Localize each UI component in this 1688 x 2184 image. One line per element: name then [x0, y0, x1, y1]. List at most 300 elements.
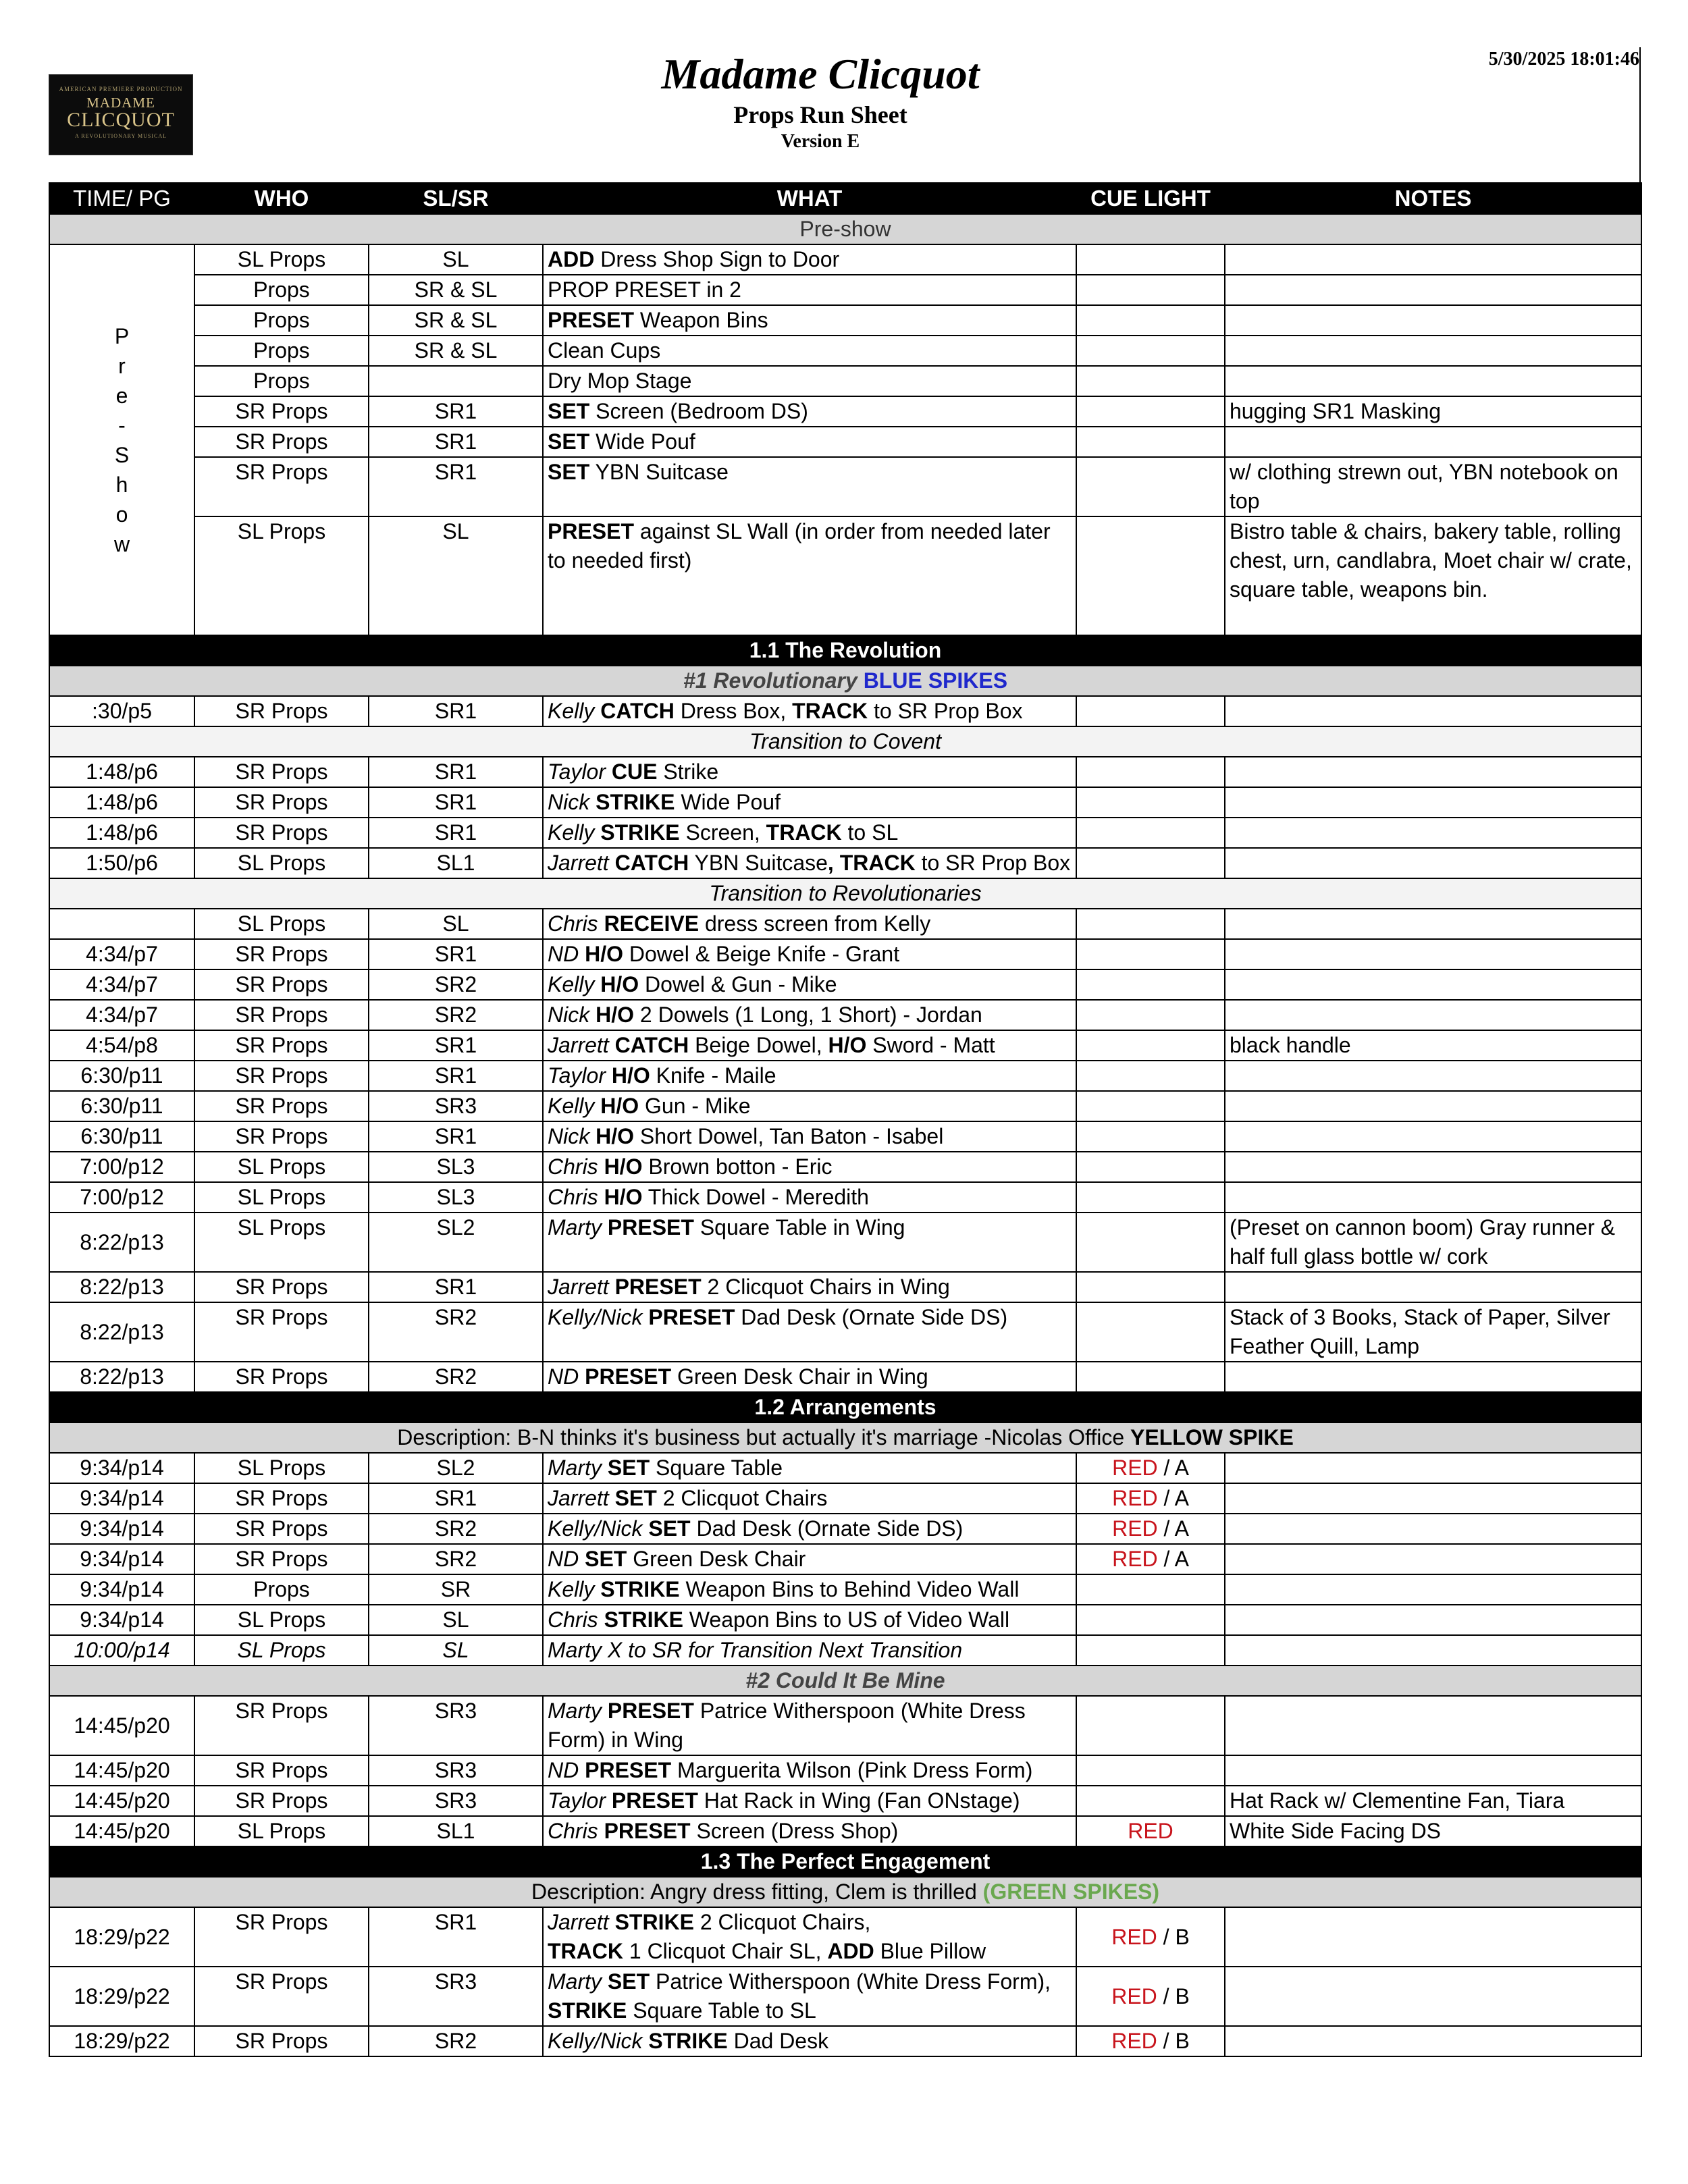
- what-text: Dress Shop Sign to Door: [594, 247, 840, 271]
- cue-light-cell: [1076, 457, 1225, 516]
- cue-light-cell: [1076, 1000, 1225, 1030]
- action-keyword: PRESET: [614, 1275, 702, 1299]
- side-cell: SR1: [369, 457, 543, 516]
- notes-cell: black handle: [1225, 1030, 1641, 1061]
- transition-title: [49, 878, 1641, 909]
- action-keyword: SET: [614, 1486, 657, 1510]
- what-cell: [543, 1272, 1076, 1302]
- scene-title: [49, 1392, 1641, 1422]
- what-text: 2 Clicquot Chairs: [656, 1486, 828, 1510]
- what-text: Wide Pouf: [675, 790, 781, 814]
- section-band: [49, 1877, 1641, 1907]
- what-text: 2 Clicquot Chairs,: [693, 1910, 871, 1934]
- notes-cell: [1225, 848, 1641, 878]
- cue-light-cell: [1076, 305, 1225, 336]
- who-cell: SR Props: [194, 1514, 369, 1544]
- who-cell: SL Props: [194, 1213, 369, 1272]
- notes-cell: [1225, 696, 1641, 726]
- table-row: [49, 696, 1641, 726]
- cue-light-red: RED: [1112, 1516, 1158, 1541]
- notes-cell: w/ clothing strewn out, YBN notebook on top: [1225, 457, 1641, 516]
- time-cell: 8:22/p13: [49, 1302, 194, 1362]
- crew-name: Nick: [548, 790, 590, 814]
- what-cell: [543, 1544, 1076, 1574]
- side-cell: SR2: [369, 1000, 543, 1030]
- who-cell: SL Props: [194, 1453, 369, 1483]
- side-cell: SR1: [369, 1483, 543, 1514]
- table-row: [49, 1483, 1641, 1514]
- table-row: [49, 969, 1641, 1000]
- side-cell: SR1: [369, 787, 543, 818]
- cue-light-red: RED: [1112, 1456, 1158, 1480]
- time-cell: 18:29/p22: [49, 1967, 194, 2026]
- logo-madame: MADAME: [86, 95, 155, 111]
- what-cell: [543, 696, 1076, 726]
- side-cell: [369, 366, 543, 396]
- transition-text: Transition to Covent: [749, 729, 941, 753]
- what-text: Brown botton - Eric: [642, 1154, 833, 1179]
- action-keyword: SET: [548, 429, 590, 454]
- what-cell: [543, 1696, 1076, 1755]
- who-cell: SR Props: [194, 1302, 369, 1362]
- col-header-who: WHO: [194, 183, 369, 214]
- action-keyword: STRIKE: [600, 1577, 680, 1601]
- what-text: Screen,: [679, 820, 766, 845]
- who-cell: SR Props: [194, 1061, 369, 1091]
- what-text: 1 Clicquot Chair SL,: [623, 1939, 828, 1963]
- who-cell: SR Props: [194, 1967, 369, 2026]
- cue-light-cell: [1076, 939, 1225, 969]
- action-keyword: H/O: [596, 1003, 634, 1027]
- cue-light-red: RED: [1111, 1924, 1157, 1949]
- what-cell: [543, 1786, 1076, 1816]
- side-cell: SL3: [369, 1182, 543, 1213]
- scene-title-text: 1.1 The Revolution: [749, 638, 942, 662]
- time-cell: 4:54/p8: [49, 1030, 194, 1061]
- transition-title: [49, 726, 1641, 757]
- notes-cell: hugging SR1 Masking: [1225, 396, 1641, 427]
- section-band: [49, 1422, 1641, 1453]
- side-cell: SR: [369, 1574, 543, 1605]
- cue-light-cell: [1076, 1272, 1225, 1302]
- who-cell: Props: [194, 366, 369, 396]
- time-cell: 14:45/p20: [49, 1755, 194, 1786]
- what-text: Clean Cups: [548, 338, 661, 363]
- who-cell: SL Props: [194, 1816, 369, 1846]
- who-cell: SR Props: [194, 1907, 369, 1967]
- time-cell: 9:34/p14: [49, 1605, 194, 1635]
- what-cell: [543, 1362, 1076, 1392]
- action-keyword: STRIKE: [648, 2029, 728, 2053]
- action-keyword: H/O: [600, 972, 639, 996]
- what-text: dress screen from Kelly: [699, 911, 931, 936]
- cue-light-cell: [1076, 366, 1225, 396]
- table-row: [49, 757, 1641, 787]
- side-cell: SL: [369, 909, 543, 939]
- what-text: Knife - Maile: [650, 1063, 776, 1088]
- what-cell: [543, 1635, 1076, 1666]
- cue-light-cell: [1076, 1453, 1225, 1483]
- preshow-letter: w: [113, 531, 130, 556]
- what-cell: [543, 1967, 1076, 2026]
- what-text: Square Table: [650, 1456, 783, 1480]
- cue-light-cell: [1076, 1302, 1225, 1362]
- notes-cell: [1225, 1453, 1641, 1483]
- notes-cell: [1225, 1514, 1641, 1544]
- crew-name: Nick: [548, 1124, 590, 1148]
- section-band: [49, 726, 1641, 757]
- action-keyword: H/O: [604, 1185, 643, 1209]
- cue-light-red: RED: [1112, 1486, 1158, 1510]
- time-cell: 4:34/p7: [49, 1000, 194, 1030]
- side-cell: SL: [369, 244, 543, 275]
- song-name: #2 Could It Be Mine: [745, 1668, 945, 1693]
- section-band: [49, 878, 1641, 909]
- what-cell: [543, 1907, 1076, 1967]
- crew-name: Chris: [548, 1607, 598, 1632]
- what-text: Sword - Matt: [866, 1033, 995, 1057]
- crew-name: Chris: [548, 1154, 598, 1179]
- notes-cell: [1225, 1121, 1641, 1152]
- table-row: [49, 1213, 1641, 1272]
- what-text: Marguerita Wilson (Pink Dress Form): [671, 1758, 1033, 1782]
- cue-light-cell: [1076, 1786, 1225, 1816]
- document-version: Version E: [781, 131, 860, 152]
- side-cell: SR2: [369, 1362, 543, 1392]
- time-cell: [49, 909, 194, 939]
- cue-light-cell: [1076, 1544, 1225, 1574]
- crew-name: Jarrett: [548, 1486, 609, 1510]
- what-cell: [543, 1152, 1076, 1182]
- action-keyword: H/O: [585, 942, 623, 966]
- crew-name: Kelly: [548, 1094, 595, 1118]
- col-header-side: SL/SR: [369, 183, 543, 214]
- notes-cell: Hat Rack w/ Clementine Fan, Tiara: [1225, 1786, 1641, 1816]
- notes-cell: [1225, 305, 1641, 336]
- what-text: Dad Desk (Ornate Side DS): [735, 1305, 1008, 1329]
- table-row: [49, 909, 1641, 939]
- action-keyword: SET: [607, 1969, 650, 1994]
- side-cell: SL3: [369, 1152, 543, 1182]
- cue-light-cell: [1076, 848, 1225, 878]
- what-cell: [543, 969, 1076, 1000]
- cue-light-cell: [1076, 1816, 1225, 1846]
- table-row: [49, 1152, 1641, 1182]
- crew-name: Marty: [548, 1969, 602, 1994]
- table-row: [49, 366, 1641, 396]
- crew-name: Kelly: [548, 972, 595, 996]
- notes-cell: [1225, 787, 1641, 818]
- table-row: [49, 1755, 1641, 1786]
- who-cell: SR Props: [194, 696, 369, 726]
- what-cell: [543, 1574, 1076, 1605]
- what-cell: [543, 1605, 1076, 1635]
- side-cell: SR1: [369, 1121, 543, 1152]
- notes-cell: [1225, 1152, 1641, 1182]
- crew-name: Jarrett: [548, 1275, 609, 1299]
- notes-cell: [1225, 1091, 1641, 1121]
- cue-light-red: RED: [1111, 2029, 1157, 2053]
- table-row: [49, 1272, 1641, 1302]
- table-row: [49, 1696, 1641, 1755]
- what-cell: [543, 366, 1076, 396]
- what-cell: [543, 2026, 1076, 2056]
- what-text: against SL Wall (in order from needed later to needed first): [548, 519, 1051, 572]
- who-cell: SR Props: [194, 969, 369, 1000]
- who-cell: SR Props: [194, 457, 369, 516]
- what-text: Square Table to SL: [627, 1998, 816, 2023]
- logo-tagline: AMERICAN PREMIERE PRODUCTION: [59, 86, 183, 92]
- what-text: Dry Mop Stage: [548, 369, 692, 393]
- who-cell: SL Props: [194, 1635, 369, 1666]
- cue-light-cell: [1076, 1362, 1225, 1392]
- spike-color: (GREEN SPIKES): [982, 1880, 1160, 1904]
- time-cell: 14:45/p20: [49, 1816, 194, 1846]
- preshow-letter: h: [115, 472, 128, 497]
- cue-light-cell: [1076, 1574, 1225, 1605]
- side-cell: SL1: [369, 1816, 543, 1846]
- table-row: [49, 1121, 1641, 1152]
- cue-light-cell: [1076, 516, 1225, 635]
- what-cell: [543, 1091, 1076, 1121]
- what-cell: [543, 1000, 1076, 1030]
- what-cell: [543, 757, 1076, 787]
- side-cell: SR1: [369, 696, 543, 726]
- what-text: Patrice Witherspoon (White Dress Form) in Wing: [548, 1699, 1026, 1752]
- logo-subtitle: A REVOLUTIONARY MUSICAL: [74, 133, 167, 139]
- what-cell: [543, 1302, 1076, 1362]
- who-cell: SL Props: [194, 909, 369, 939]
- side-cell: SL1: [369, 848, 543, 878]
- crew-name: Kelly/Nick: [548, 1516, 643, 1541]
- what-cell: [543, 396, 1076, 427]
- description-text: Description: B-N thinks it's business but actually it's marriage -Nicolas Office: [397, 1425, 1130, 1449]
- what-cell: [543, 1182, 1076, 1213]
- crew-name: Marty: [548, 1456, 602, 1480]
- table-row: [49, 1907, 1641, 1967]
- what-text: YBN Suitcase: [589, 460, 729, 484]
- preshow-letter: -: [118, 412, 126, 437]
- side-cell: SR2: [369, 969, 543, 1000]
- who-cell: Props: [194, 336, 369, 366]
- notes-cell: [1225, 1967, 1641, 2026]
- cue-light-cell: [1076, 396, 1225, 427]
- action-keyword: PRESET: [648, 1305, 735, 1329]
- notes-cell: Stack of 3 Books, Stack of Paper, Silver Feather Quill, Lamp: [1225, 1302, 1641, 1362]
- scene-description: [49, 1877, 1641, 1907]
- table-row: [49, 1967, 1641, 2026]
- what-text: Short Dowel, Tan Baton - Isabel: [634, 1124, 944, 1148]
- cue-light-cell: [1076, 1121, 1225, 1152]
- time-cell: 9:34/p14: [49, 1544, 194, 1574]
- crew-name: Kelly: [548, 1577, 595, 1601]
- who-cell: SR Props: [194, 1696, 369, 1755]
- cue-light-cell: [1076, 244, 1225, 275]
- table-header-row: [49, 183, 1641, 214]
- action-keyword: PRESET: [585, 1758, 672, 1782]
- who-cell: SR Props: [194, 1755, 369, 1786]
- what-cell: [543, 909, 1076, 939]
- crew-name: Taylor: [548, 760, 606, 784]
- what-text: to SL: [841, 820, 899, 845]
- table-row: [49, 1061, 1641, 1091]
- notes-cell: [1225, 1907, 1641, 1967]
- song-title: [49, 666, 1641, 696]
- table-row: [49, 1786, 1641, 1816]
- cue-light-cell: [1076, 1030, 1225, 1061]
- cue-light-cell: [1076, 2026, 1225, 2056]
- notes-cell: [1225, 366, 1641, 396]
- scene-title: [49, 635, 1641, 666]
- cue-light-cell: [1076, 1755, 1225, 1786]
- cue-light-cell: [1076, 1514, 1225, 1544]
- side-cell: SR1: [369, 1061, 543, 1091]
- what-text: Dad Desk: [727, 2029, 829, 2053]
- action-keyword: PRESET: [585, 1364, 672, 1389]
- what-text: Patrice Witherspoon (White Dress Form),: [650, 1969, 1051, 1994]
- what-text: Weapon Bins: [634, 308, 768, 332]
- action-keyword: CATCH: [600, 699, 675, 723]
- who-cell: Props: [194, 275, 369, 305]
- who-cell: Props: [194, 1574, 369, 1605]
- cue-light-cell: [1076, 1182, 1225, 1213]
- notes-cell: [1225, 1362, 1641, 1392]
- time-cell: 9:34/p14: [49, 1483, 194, 1514]
- what-text: to SR Prop Box: [915, 851, 1071, 875]
- action-keyword: PRESET: [548, 519, 635, 543]
- what-cell: [543, 516, 1076, 635]
- time-cell: 14:45/p20: [49, 1786, 194, 1816]
- action-keyword: , TRACK: [827, 851, 916, 875]
- time-cell: 18:29/p22: [49, 1907, 194, 1967]
- section-band: [49, 635, 1641, 666]
- table-row: [49, 848, 1641, 878]
- notes-cell: [1225, 1061, 1641, 1091]
- who-cell: SL Props: [194, 1152, 369, 1182]
- action-keyword: TRACK: [792, 699, 868, 723]
- crew-name: Taylor: [548, 1788, 606, 1813]
- cue-light-cell: [1076, 275, 1225, 305]
- props-run-table: [49, 182, 1642, 2057]
- action-keyword: PRESET: [607, 1699, 694, 1723]
- action-keyword: SET: [607, 1456, 650, 1480]
- side-cell: SL2: [369, 1213, 543, 1272]
- preshow-letter: P: [114, 323, 130, 348]
- action-keyword: H/O: [600, 1094, 639, 1118]
- cue-light-cell: [1076, 1635, 1225, 1666]
- action-keyword: H/O: [828, 1033, 867, 1057]
- table-row: [49, 336, 1641, 366]
- what-text: Wide Pouf: [589, 429, 695, 454]
- action-keyword: H/O: [596, 1124, 634, 1148]
- cue-light-cell: [1076, 696, 1225, 726]
- cue-light-letter: / B: [1157, 2029, 1190, 2053]
- table-row: [49, 427, 1641, 457]
- cue-light-cell: [1076, 1483, 1225, 1514]
- side-cell: SR1: [369, 427, 543, 457]
- time-cell: 1:48/p6: [49, 757, 194, 787]
- table-row: [49, 787, 1641, 818]
- notes-cell: [1225, 757, 1641, 787]
- time-cell: 18:29/p22: [49, 2026, 194, 2056]
- notes-cell: [1225, 1574, 1641, 1605]
- preshow-letter: e: [115, 383, 128, 408]
- table-row: [49, 1453, 1641, 1483]
- notes-cell: [1225, 1544, 1641, 1574]
- notes-cell: [1225, 1000, 1641, 1030]
- who-cell: SR Props: [194, 757, 369, 787]
- time-cell: 9:34/p14: [49, 1514, 194, 1544]
- notes-cell: [1225, 244, 1641, 275]
- what-cell: [543, 1213, 1076, 1272]
- notes-cell: [1225, 818, 1641, 848]
- who-cell: SL Props: [194, 1605, 369, 1635]
- what-text: Gun - Mike: [639, 1094, 751, 1118]
- who-cell: SR Props: [194, 1272, 369, 1302]
- time-cell: 14:45/p20: [49, 1696, 194, 1755]
- time-cell: 9:34/p14: [49, 1453, 194, 1483]
- notes-cell: [1225, 336, 1641, 366]
- what-text: Dowel & Beige Knife - Grant: [623, 942, 900, 966]
- time-cell: 6:30/p11: [49, 1091, 194, 1121]
- side-cell: SR2: [369, 1302, 543, 1362]
- notes-cell: [1225, 909, 1641, 939]
- who-cell: Props: [194, 305, 369, 336]
- scene-title-text: 1.3 The Perfect Engagement: [700, 1849, 991, 1873]
- side-cell: SR & SL: [369, 305, 543, 336]
- table-row: [49, 396, 1641, 427]
- action-keyword: ADD: [548, 247, 595, 271]
- action-keyword: STRIKE: [600, 820, 680, 845]
- who-cell: SL Props: [194, 1182, 369, 1213]
- what-cell: [543, 1121, 1076, 1152]
- side-cell: SL: [369, 1635, 543, 1666]
- who-cell: SR Props: [194, 427, 369, 457]
- col-header-what: WHAT: [543, 183, 1076, 214]
- side-cell: SR3: [369, 1091, 543, 1121]
- who-cell: SR Props: [194, 2026, 369, 2056]
- what-text: Weapon Bins to US of Video Wall: [683, 1607, 1010, 1632]
- notes-cell: White Side Facing DS: [1225, 1816, 1641, 1846]
- cue-light-cell: [1076, 1091, 1225, 1121]
- what-text: Dad Desk (Ornate Side DS): [690, 1516, 964, 1541]
- col-header-cue-light: CUE LIGHT: [1076, 183, 1225, 214]
- crew-name: ND: [548, 942, 579, 966]
- side-cell: SR & SL: [369, 275, 543, 305]
- notes-cell: (Preset on cannon boom) Gray runner & half full glass bottle w/ cork: [1225, 1213, 1641, 1272]
- action-keyword: SET: [548, 460, 590, 484]
- cue-light-cell: [1076, 818, 1225, 848]
- side-cell: SR & SL: [369, 336, 543, 366]
- crew-name: Chris: [548, 1819, 598, 1843]
- side-cell: SR3: [369, 1786, 543, 1816]
- who-cell: SL Props: [194, 848, 369, 878]
- scene-description: [49, 1422, 1641, 1453]
- what-cell: [543, 939, 1076, 969]
- song-name: #1 Revolutionary: [683, 668, 864, 693]
- action-keyword: PRESET: [607, 1215, 694, 1240]
- table-row: [49, 2026, 1641, 2056]
- what-text: Thick Dowel - Meredith: [642, 1185, 869, 1209]
- cue-light-cell: [1076, 336, 1225, 366]
- who-cell: SR Props: [194, 1000, 369, 1030]
- who-cell: SR Props: [194, 1121, 369, 1152]
- col-header-time: TIME/ PG: [49, 183, 194, 214]
- who-cell: SR Props: [194, 1544, 369, 1574]
- cue-light-letter: / A: [1157, 1547, 1189, 1571]
- side-cell: SR1: [369, 757, 543, 787]
- crew-name: ND: [548, 1547, 579, 1571]
